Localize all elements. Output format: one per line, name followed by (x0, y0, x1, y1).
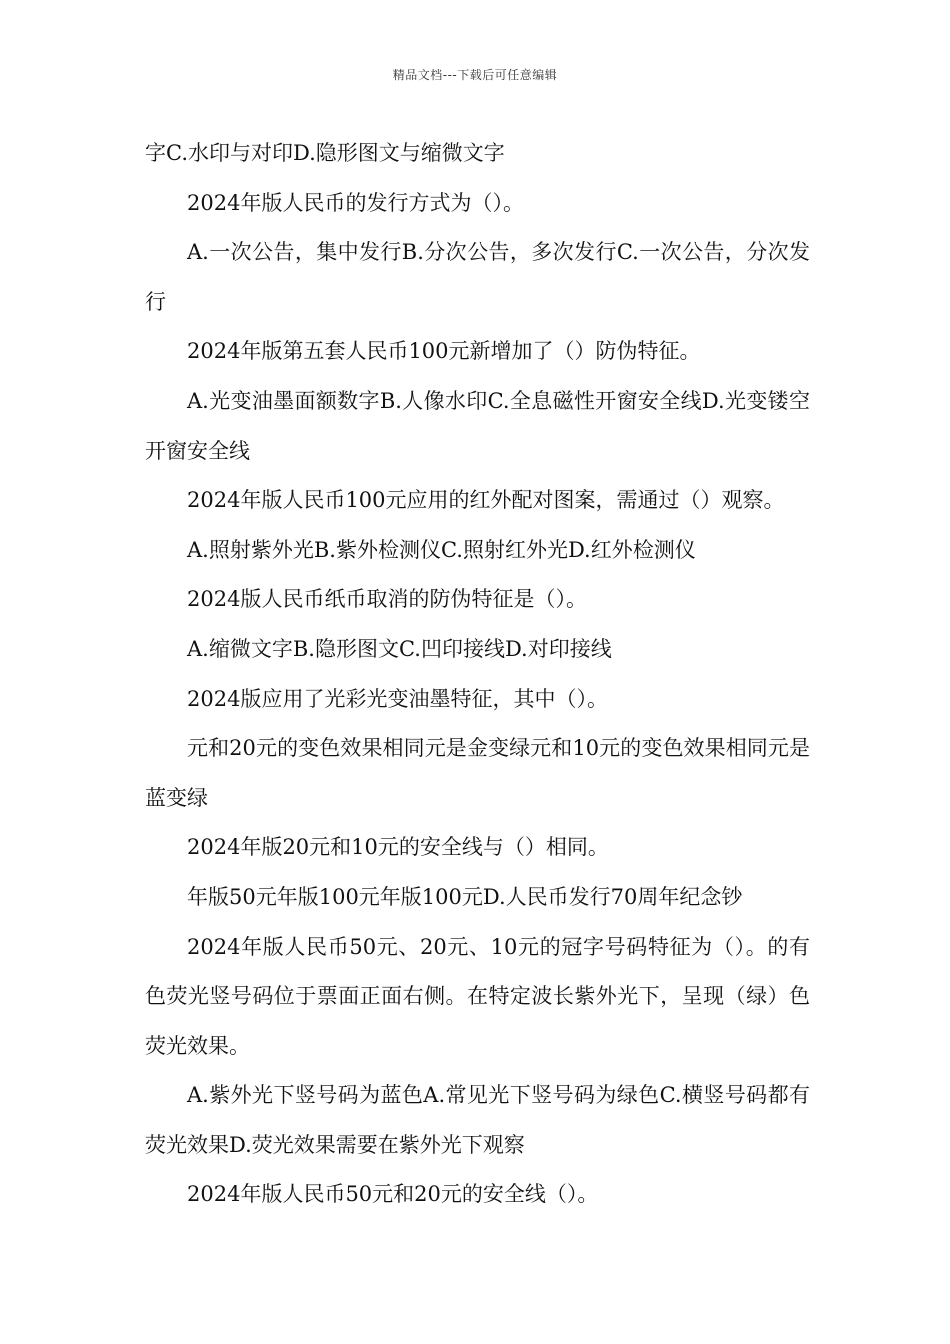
paragraph-16: 2024年版人民币50元和20元的安全线（）。 (187, 1182, 599, 1207)
paragraph-6: 2024年版人民币100元应用的红外配对图案，需通过（）观察。 (187, 488, 785, 513)
paragraph-7: A.照射紫外光B.紫外检测仪C.照射红外光D.红外检测仪 (187, 537, 696, 562)
paragraph-2: 2024年版人民币的发行方式为（）。 (187, 190, 524, 215)
paragraph-13: 年版50元年版100元年版100元D.人民币发行70周年纪念钞 (187, 884, 743, 909)
page-header: 精品文档---下载后可任意编辑 (392, 68, 558, 82)
paragraph-1: 字C.水印与对印D.隐形图文与缩微文字 (145, 141, 505, 165)
paragraph-11: 元和20元的变色效果相同元是金变绿元和10元的变色效果相同元是蓝变绿 (145, 736, 810, 810)
paragraph-10: 2024版应用了光彩光变油墨特征，其中（）。 (187, 686, 608, 711)
paragraph-5: A.光变油墨面额数字B.人像水印C.全息磁性开窗安全线D.光变镂空开窗安全线 (145, 388, 810, 463)
paragraph-3: A.一次公告，集中发行B.分次公告，多次发行C.一次公告，分次发行 (145, 240, 810, 314)
paragraph-14: 2024年版人民币50元、20元、10元的冠字号码特征为（）。的有色荧光竖号码位于票面正面右侧。在特定波长紫外光下，呈现（绿）色荧光效果。 (145, 934, 810, 1058)
paragraph-8: 2024版人民币纸币取消的防伪特征是（）。 (187, 587, 587, 612)
paragraph-12: 2024年版20元和10元的安全线与（）相同。 (187, 835, 609, 860)
document-body (145, 129, 810, 1220)
paragraph-15: A.紫外光下竖号码为蓝色A.常见光下竖号码为绿色C.横竖号码都有荧光效果D.荧光效果需要在紫外光下观察 (145, 1083, 810, 1157)
paragraph-9: A.缩微文字B.隐形图文C.凹印接线D.对印接线 (187, 636, 612, 661)
paragraph-4: 2024年版第五套人民币100元新增加了（）防伪特征。 (187, 339, 701, 364)
